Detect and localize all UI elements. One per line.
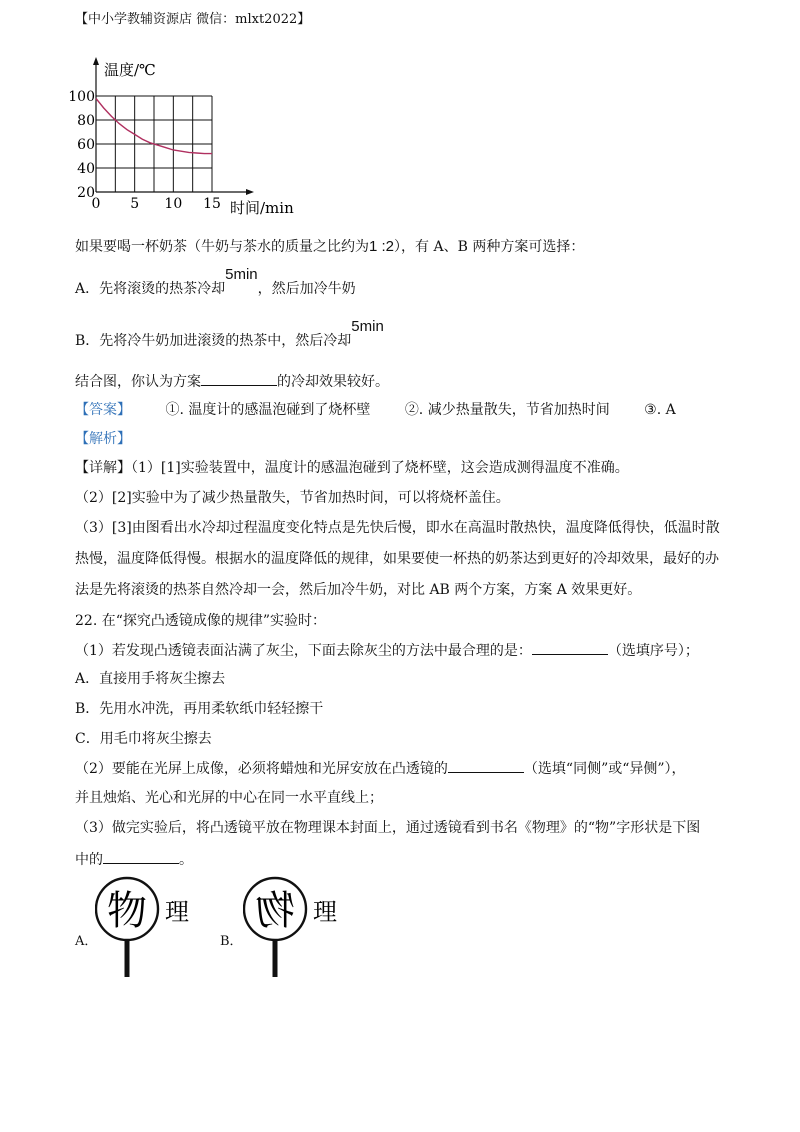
x-tick-label: 10 xyxy=(164,196,183,212)
char-li-b: 理 xyxy=(313,898,337,926)
char-wu-a: 物 xyxy=(107,888,147,934)
x-axis-label: 时间/min xyxy=(230,199,294,217)
blank-1[interactable] xyxy=(201,371,277,386)
conclusion: 结合图，你认为方案 的冷却效果较好。 xyxy=(75,371,389,392)
blank-3[interactable] xyxy=(448,758,524,773)
magnifier-choice-b[interactable] xyxy=(243,875,353,980)
y-axis-label: 温度/℃ xyxy=(104,61,156,79)
y-axis-arrow xyxy=(93,57,99,65)
answer-line: 【答案】 ①. 温度计的感温泡碰到了烧杯壁 ②. 减少热量散失，节省加热时间 ③. A xyxy=(75,402,676,418)
x-axis-arrow xyxy=(246,189,254,195)
q22-option-c: C．用毛巾将灰尘擦去 xyxy=(75,731,212,747)
analysis-line-3: （3）[3]由图看出水冷却过程温度变化特点是先快后慢，即水在高温时散热快，温度降低得快，低温时散 xyxy=(75,520,720,536)
q22-option-a: A．直接用手将灰尘擦去 xyxy=(75,671,226,687)
char-li-a: 理 xyxy=(165,898,189,926)
char-wu-b-mirrored: 物 xyxy=(255,888,295,934)
header-banner: 【中小学教辅资源店 微信：mlxt2022】 xyxy=(75,12,311,27)
x-tick-label: 0 xyxy=(91,196,101,212)
q22-part1: （1）若发现凸透镜表面沾满了灰尘，下面去除灰尘的方法中最合理的是： （选填序号）； xyxy=(75,640,699,661)
q22-part2-cont: 并且烛焰、光心和光屏的中心在同一水平直线上； xyxy=(75,790,383,806)
option-a: A．先将滚烫的热茶冷却5min，然后加冷牛奶 xyxy=(75,266,356,297)
choice-a-label: A． xyxy=(75,934,98,949)
magnifier-choice-a[interactable] xyxy=(95,875,205,980)
temperature-chart xyxy=(60,55,310,220)
y-tick-label: 100 xyxy=(68,89,95,105)
q22-part3-cont: 中的 。 xyxy=(75,849,193,870)
analysis-line-4: 热慢，温度降低得慢。根据水的温度降低的规律，如果要使一杯热的奶茶达到更好的冷却效果，最好的办 xyxy=(75,551,719,567)
q22-part3: （3）做完实验后，将凸透镜平放在物理课本封面上，通过透镜看到书名《物理》的“物”字形状是下图 xyxy=(75,820,701,836)
y-tick-label: 40 xyxy=(77,161,95,177)
analysis-line-1: 【详解】（1）[1]实验装置中，温度计的感温泡碰到了烧杯壁，这会造成测得温度不准确。 xyxy=(75,460,629,476)
q22-option-b: B．先用水冲洗，再用柔软纸巾轻轻擦干 xyxy=(75,701,324,717)
analysis-line-5: 法是先将滚烫的热茶自然冷却一会，然后加冷牛奶，对比 AB 两个方案，方案 A 效果更好。 xyxy=(75,582,642,598)
x-tick-label: 5 xyxy=(130,196,140,212)
question-intro: 如果要喝一杯奶茶（牛奶与茶水的质量之比约为1 :2），有 A、B 两种方案可选择： xyxy=(75,238,585,255)
answer-label: 【答案】 xyxy=(75,402,131,418)
choice-b-label: B． xyxy=(220,934,243,949)
analysis-line-2: （2）[2]实验中为了减少热量散失，节省加热时间，可以将烧杯盖住。 xyxy=(75,490,510,506)
ratio-value: 1 :2 xyxy=(369,238,395,255)
option-b: B．先将冷牛奶加进滚烫的热茶中，然后冷却5min xyxy=(75,318,384,349)
y-tick-label: 60 xyxy=(77,137,95,153)
y-tick-label: 80 xyxy=(77,113,95,129)
analysis-label: 【解析】 xyxy=(75,431,131,447)
option-a-time: 5min xyxy=(225,266,258,283)
x-tick-label: 15 xyxy=(203,196,221,212)
option-b-time: 5min xyxy=(351,318,384,335)
q22-title: 22. 在“探究凸透镜成像的规律”实验时： xyxy=(75,613,327,629)
blank-2[interactable] xyxy=(532,640,608,655)
q22-part2: （2）要能在光屏上成像，必须将蜡烛和光屏安放在凸透镜的 （选填“同侧”或“异侧”）， xyxy=(75,758,686,779)
y-tick-label: 20 xyxy=(77,185,95,201)
blank-4[interactable] xyxy=(103,849,179,864)
